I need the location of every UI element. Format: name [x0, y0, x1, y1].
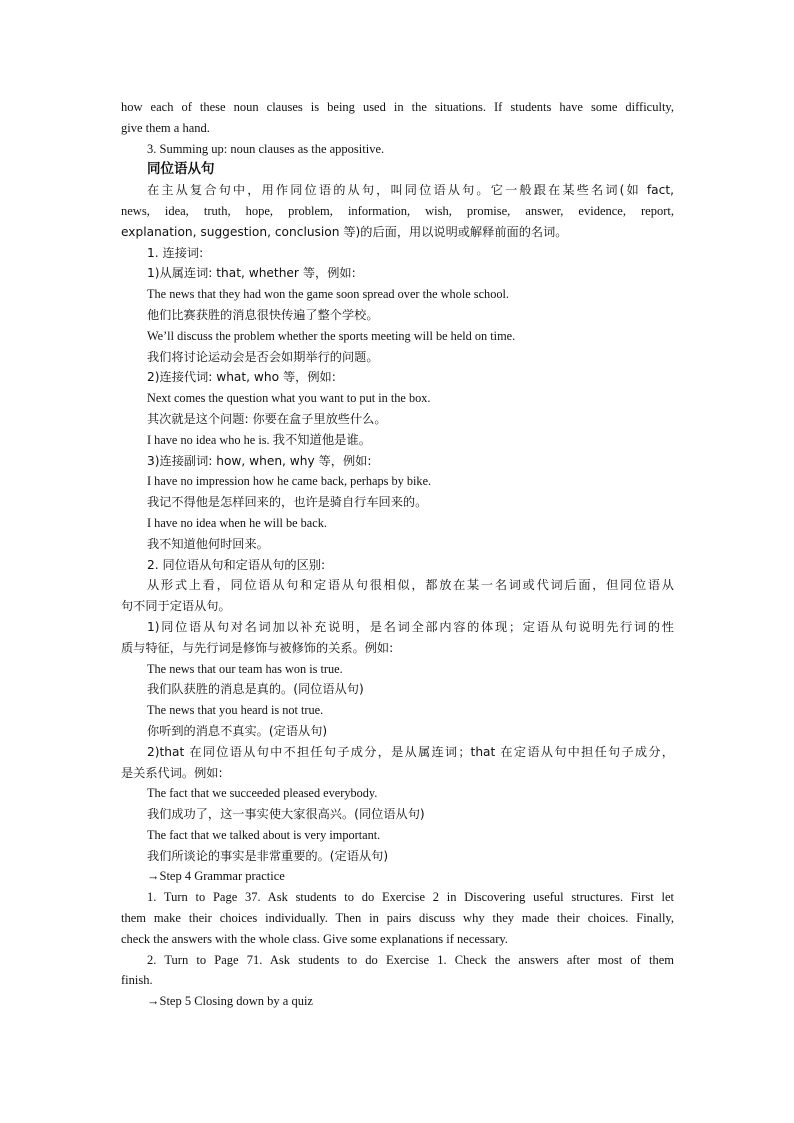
- example-translation: 我不知道他何时回来。: [147, 536, 269, 551]
- document-body: [121, 97, 674, 1012]
- step-heading: →Step 4 Grammar practice: [147, 869, 285, 884]
- example-sentence: The news that they had won the game soon spread over the whole school.: [147, 287, 509, 302]
- example-sentence: I have no idea who he is. 我不知道他是谁。: [147, 432, 372, 447]
- text-line: 从形式上看，同位语从句和定语从句很相似，都放在某一名词或代词后面，但同位语从: [147, 578, 674, 593]
- text-line: 2)that 在同位语从句中不担任句子成分，是从属连词；that 在定语从句中担任句子成分，: [147, 744, 674, 759]
- example-translation: 他们比赛获胜的消息很快传遍了整个学校。: [147, 307, 379, 322]
- example-sentence: I have no idea when he will be back.: [147, 515, 327, 530]
- example-translation: 你听到的消息不真实。(定语从句): [147, 723, 328, 738]
- example-translation: 我们将讨论运动会是否会如期举行的问题。: [147, 349, 379, 364]
- example-sentence: I have no impression how he came back, perhaps by bike.: [147, 474, 432, 489]
- text-line: them make their choices individually. Then in pairs discuss why they made their choices. Finally,: [121, 911, 674, 926]
- text-line: 1)从属连词: that, whether 等，例如:: [147, 266, 356, 281]
- example-translation: 其次就是这个问题: 你要在盒子里放些什么。: [147, 411, 387, 426]
- example-sentence: The news that our team has won is true.: [147, 661, 343, 676]
- text-line: 1. 连接词:: [147, 245, 204, 260]
- text-line: 3. Summing up: noun clauses as the appositive.: [147, 141, 385, 156]
- text-line: 1. Turn to Page 37. Ask students to do Exercise 2 in Discovering useful structures. First let: [147, 890, 674, 905]
- example-sentence: Next comes the question what you want to put in the box.: [147, 391, 431, 406]
- example-translation: 我们成功了，这一事实使大家很高兴。(同位语从句): [147, 807, 425, 822]
- text-line: give them a hand.: [121, 120, 210, 135]
- text-line: 是关系代词。例如:: [121, 765, 223, 780]
- example-translation: 我们队获胜的消息是真的。(同位语从句): [147, 682, 364, 697]
- text-line: 1)同位语从句对名词加以补充说明，是名词全部内容的体现；定语从句说明先行词的性: [147, 619, 674, 634]
- text-line: finish.: [121, 973, 153, 988]
- example-sentence: The fact that we talked about is very important.: [147, 827, 381, 842]
- text-line: 句不同于定语从句。: [121, 599, 231, 614]
- text-line: check the answers with the whole class. Give some explanations if necessary.: [121, 931, 508, 946]
- step-heading: →Step 5 Closing down by a quiz: [147, 994, 313, 1009]
- example-sentence: The news that you heard is not true.: [147, 703, 324, 718]
- text-line: 3)连接副词: how, when, why 等，例如:: [147, 453, 372, 468]
- text-line: 质与特征，与先行词是修饰与被修饰的关系。例如:: [121, 640, 394, 655]
- text-line: how each of these noun clauses is being used in the situations. If students have some difficulty,: [121, 100, 674, 114]
- example-translation: 我们所谈论的事实是非常重要的。(定语从句): [147, 848, 389, 863]
- text-line: 2. 同位语从句和定语从句的区别:: [147, 557, 326, 572]
- text-line: 2. Turn to Page 71. Ask students to do Exercise 1. Check the answers after most of them: [147, 952, 674, 967]
- example-sentence: We’ll discuss the problem whether the sports meeting will be held on time.: [147, 328, 516, 343]
- text-line: 2)连接代词: what, who 等，例如:: [147, 370, 336, 385]
- text-line: explanation, suggestion, conclusion 等)的后面，用以说明或解释前面的名词。: [121, 224, 568, 239]
- text-line: news, idea, truth, hope, problem, information, wish, promise, answer, evidence, report,: [121, 203, 674, 218]
- example-translation: 我记不得他是怎样回来的，也许是骑自行车回来的。: [147, 495, 428, 510]
- example-sentence: The fact that we succeeded pleased everybody.: [147, 786, 378, 801]
- text-line: 在主从复合句中，用作同位语的从句，叫同位语从句。它一般跟在某些名词(如 fact,: [147, 183, 674, 198]
- section-heading: 同位语从句: [147, 161, 215, 178]
